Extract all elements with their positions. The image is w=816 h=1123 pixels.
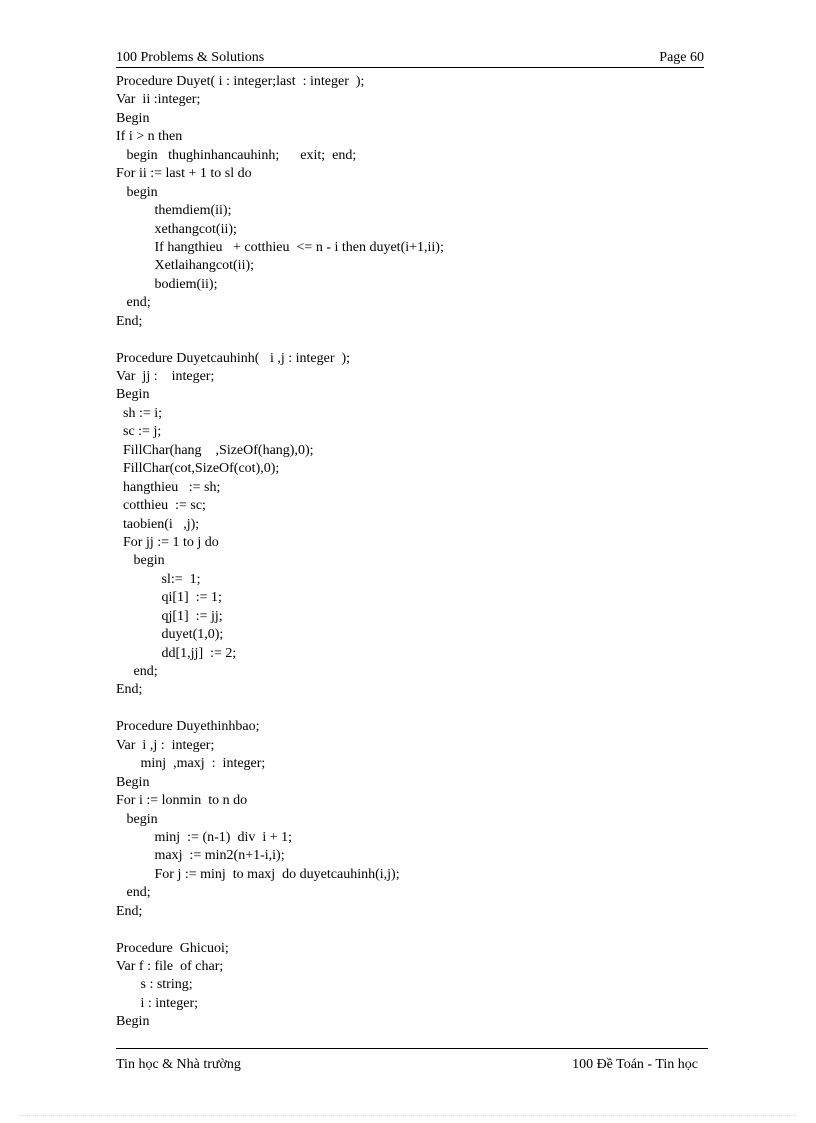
- code-line: xethangcot(ii);: [116, 221, 237, 237]
- code-line: Procedure Duyet( i : integer;last : integer );: [116, 74, 365, 89]
- code-line: End;: [116, 313, 143, 329]
- code-line: Xetlaihangcot(ii);: [116, 258, 255, 274]
- code-line: For jj := 1 to j do: [116, 534, 219, 550]
- code-line: begin: [116, 184, 158, 200]
- code-line: If hangthieu + cotthieu <= n - i then duyet(i+1,ii);: [116, 239, 444, 255]
- header-title: 100 Problems & Solutions: [116, 50, 265, 65]
- code-line: Begin: [116, 387, 150, 403]
- code-line: [116, 700, 716, 718]
- code-line: Procedure Duyetcauhinh( i ,j : integer );: [116, 350, 351, 366]
- footer-right-text: 100 Đề Toán - Tin học: [572, 1057, 698, 1072]
- code-line: End;: [116, 682, 143, 698]
- code-line: dd[1,jj] := 2;: [116, 645, 237, 661]
- code-line: hangthieu := sh;: [116, 479, 221, 495]
- code-line: themdiem(ii);: [116, 203, 232, 219]
- code-line: sl:= 1;: [116, 571, 201, 587]
- page-edge-divider: [20, 1115, 796, 1116]
- code-line: For ii := last + 1 to sl do: [116, 166, 252, 182]
- code-line: Procedure Ghicuoi;: [116, 940, 229, 956]
- code-listing: [116, 73, 716, 1032]
- code-line: bodiem(ii);: [116, 276, 218, 292]
- code-line: If i > n then: [116, 129, 183, 145]
- header-page-number: Page 60: [659, 50, 704, 65]
- code-line: [116, 331, 716, 349]
- code-line: Begin: [116, 110, 150, 126]
- code-line: sc := j;: [116, 424, 162, 440]
- code-line: qi[1] := 1;: [116, 590, 222, 606]
- code-line: begin: [116, 811, 158, 827]
- code-line: end;: [116, 885, 151, 901]
- code-line: Procedure Duyethinhbao;: [116, 719, 260, 735]
- code-line: i : integer;: [116, 995, 199, 1011]
- page-header: [116, 50, 704, 68]
- code-line: sh := i;: [116, 405, 163, 421]
- code-line: end;: [116, 295, 151, 311]
- code-line: Var i ,j : integer;: [116, 737, 215, 753]
- code-line: duyet(1,0);: [116, 627, 224, 643]
- code-line: taobien(i ,j);: [116, 516, 200, 532]
- code-line: End;: [116, 903, 143, 919]
- code-line: FillChar(hang ,SizeOf(hang),0);: [116, 442, 314, 458]
- code-line: Var jj : integer;: [116, 369, 215, 384]
- code-line: Var f : file of char;: [116, 959, 224, 974]
- code-line: For j := minj to maxj do duyetcauhinh(i,j);: [116, 866, 400, 882]
- code-line: end;: [116, 664, 158, 679]
- code-line: maxj := min2(n+1-i,i);: [116, 848, 285, 864]
- code-line: s : string;: [116, 977, 193, 993]
- code-line: qj[1] := jj;: [116, 608, 223, 624]
- code-line: minj := (n-1) div i + 1;: [116, 829, 293, 845]
- code-line: FillChar(cot,SizeOf(cot),0);: [116, 461, 280, 477]
- code-line: begin: [116, 553, 165, 569]
- code-line: Begin: [116, 1014, 150, 1030]
- footer-rule: [116, 1048, 708, 1049]
- code-line: Begin: [116, 774, 150, 790]
- footer-left-text: Tin học & Nhà trường: [116, 1057, 241, 1072]
- code-line: [116, 921, 716, 939]
- code-line: For i := lonmin to n do: [116, 793, 248, 809]
- code-line: cotthieu := sc;: [116, 498, 206, 514]
- code-line: minj ,maxj : integer;: [116, 756, 266, 772]
- code-line: Var ii :integer;: [116, 92, 201, 108]
- code-line: begin thughinhancauhinh; exit; end;: [116, 147, 357, 163]
